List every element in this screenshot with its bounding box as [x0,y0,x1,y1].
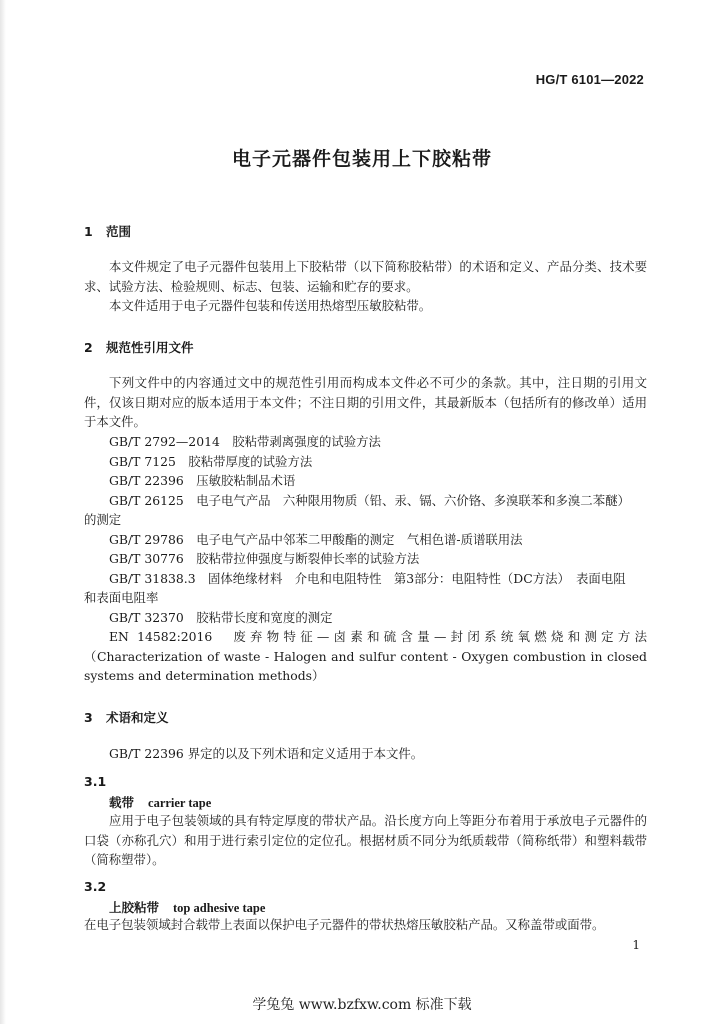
standard-code: HG/T 6101—2022 [535,72,644,87]
term-number: 3.1 [84,774,107,789]
term-name [109,793,211,811]
term-definition: 在电子包装领域封合载带上表面以保护电子元器件的带状热熔压敏胶粘产品。又称盖带或面带。 [84,917,605,932]
terms-intro: GB/T 22396 界定的以及下列术语和定义适用于本文件。 [109,746,424,761]
term-en: top adhesive tape [173,901,266,915]
document-title: 电子元器件包装用上下胶粘带 [231,148,492,170]
term-zh: 载带 [109,795,135,810]
page-number: 1 [632,938,640,952]
reference-item-en14582: EN 14582:2016 废弃物特征—卤素和硫含量—封闭系统氧燃烧和测定方法（Characterization of waste - Halogen and sulfur content - Oxygen combustion in closed systems and determination methods） [84,629,647,683]
section-3-heading [84,708,169,726]
references-intro: 下列文件中的内容通过文中的规范性引用而构成本文件必不可少的条款。其中，注日期的引用文件，仅该日期对应的版本适用于本文件；不注日期的引用文件，其最新版本（包括所有的修改单）适用于本文件。 [84,375,647,429]
section-2-heading [84,338,194,356]
section-number: 2 [84,340,93,355]
section-1-heading [84,222,131,240]
reference-item: GB/T 7125 胶粘带厚度的试验方法 [109,454,313,469]
term-zh: 上胶粘带 [109,900,160,915]
reference-item: GB/T 29786 电子电气产品中邻苯二甲酸酯的测定 气相色谱-质谱联用法 [109,532,523,547]
section-title: 范围 [106,224,132,239]
reference-item: GB/T 2792—2014 胶粘带剥离强度的试验方法 [109,434,381,449]
reference-item-continued: 的测定 [84,512,122,527]
watermark-text: 学兔兔 www.bzfxw.com 标准下载 [252,997,472,1013]
section-title: 规范性引用文件 [106,340,194,355]
scope-paragraph-2: 本文件适用于电子元器件包装和传送用热熔型压敏胶粘带。 [109,298,432,313]
reference-item: GB/T 31838.3 固体绝缘材料 介电和电阻特性 第3部分：电阻特性（DC方法） 表面电阻 [109,571,626,586]
term-number: 3.2 [84,879,107,894]
reference-item: GB/T 22396 压敏胶粘制品术语 [109,473,296,488]
term-en: carrier tape [148,796,212,810]
term-name [109,898,265,916]
section-number: 1 [84,224,93,239]
reference-item: GB/T 32370 胶粘带长度和宽度的测定 [109,610,333,625]
scope-paragraph-1: 本文件规定了电子元器件包装用上下胶粘带（以下简称胶粘带）的术语和定义、产品分类、技术要求、试验方法、检验规则、标志、包装、运输和贮存的要求。 [84,259,647,294]
section-number: 3 [84,710,93,725]
reference-item-continued: 和表面电阻率 [84,590,159,605]
reference-item: GB/T 26125 电子电气产品 六种限用物质（铅、汞、镉、六价铬、多溴联苯和多溴二苯醚） [109,493,630,508]
section-title: 术语和定义 [106,710,169,725]
reference-item: GB/T 30776 胶粘带拉伸强度与断裂伸长率的试验方法 [109,551,420,566]
term-definition: 应用于电子包装领域的具有特定厚度的带状产品。沿长度方向上等距分布着用于承放电子元器件的口袋（亦称孔穴）和用于进行索引定位的定位孔。根据材质不同分为纸质载带（简称纸带）和塑料载带（简称塑带）。 [84,813,647,867]
